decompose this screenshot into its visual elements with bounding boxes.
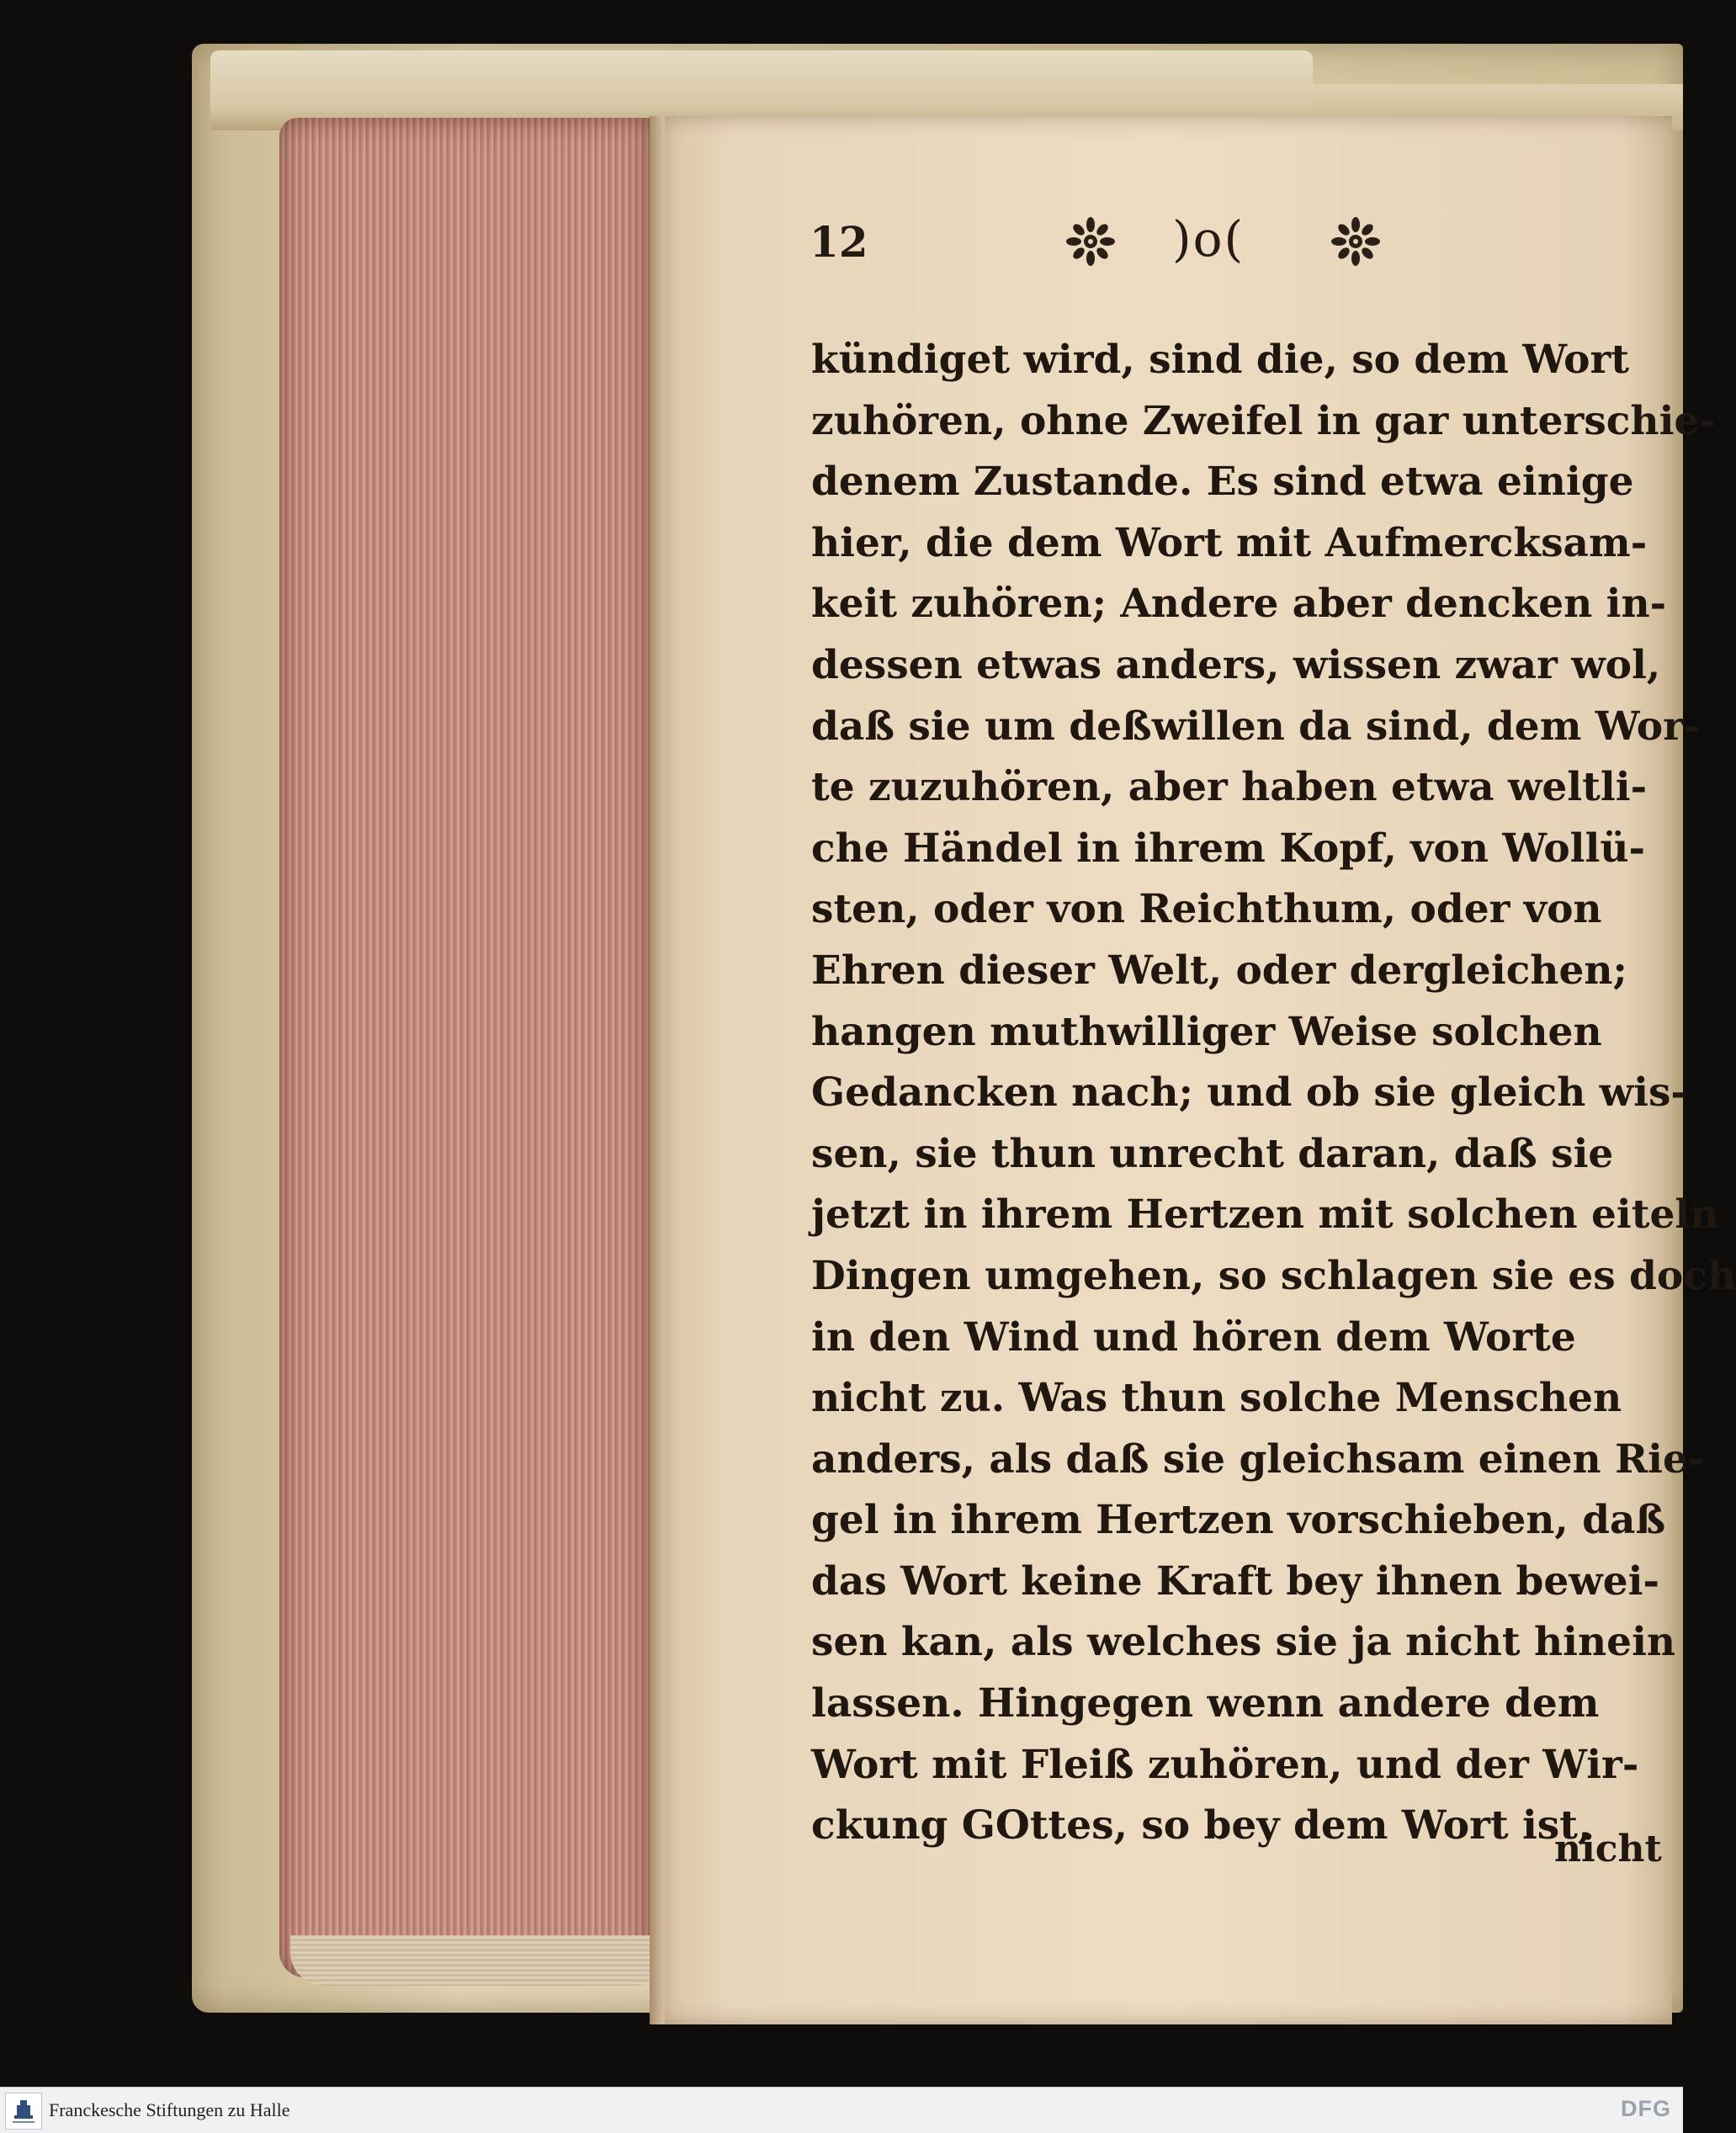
text-line: Gedancken nach; und ob sie gleich wis- <box>811 1069 1687 1117</box>
text-line: gel in ihrem Hertzen vorschieben, daß <box>811 1497 1666 1544</box>
text-line: keit zuhören; Andere aber dencken in- <box>811 581 1667 628</box>
text-line: Dingen umgehen, so schlagen sie es doch <box>811 1252 1736 1299</box>
header-mark: )o( <box>1172 210 1245 268</box>
text-line: hier, die dem Wort mit Aufmercksam- <box>811 519 1648 566</box>
text-line: lassen. Hingegen wenn andere dem <box>811 1680 1600 1727</box>
footer-bar <box>0 2087 1683 2133</box>
rosette-icon <box>1066 217 1115 266</box>
text-line: hangen muthwilliger Weise solchen <box>811 1008 1602 1055</box>
text-line: ckung GOttes, so bey dem Wort ist, <box>811 1802 1592 1849</box>
text-line: kündiget wird, sind die, so dem Wort <box>811 337 1629 383</box>
text-line: sten, oder von Reichthum, oder von <box>811 886 1602 933</box>
text-line: denem Zustande. Es sind etwa einige <box>811 459 1634 506</box>
text-line: dessen etwas anders, wissen zwar wol, <box>811 641 1661 688</box>
text-line: zuhören, ohne Zweifel in gar unterschie- <box>811 397 1716 444</box>
catchword: nicht <box>1554 1828 1662 1870</box>
text-line: das Wort keine Kraft bey ihnen bewei- <box>811 1557 1659 1605</box>
text-line: te zuzuhören, aber haben etwa weltli- <box>811 764 1648 811</box>
dfg-logo: DFG <box>1621 2096 1671 2121</box>
text-line: sen kan, als welches sie ja nicht hinein <box>811 1619 1676 1666</box>
institution-logo-icon[interactable] <box>5 2093 42 2130</box>
text-line: jetzt in ihrem Hertzen mit solchen eiteln <box>811 1191 1719 1239</box>
text-line: Ehren dieser Welt, oder dergleichen; <box>811 947 1627 994</box>
page-bottom-edge <box>290 1935 661 1986</box>
text-line: anders, als daß sie gleichsam einen Rie- <box>811 1435 1705 1483</box>
rosette-icon <box>1331 217 1380 266</box>
institution-name[interactable]: Franckesche Stiftungen zu Halle <box>49 2099 290 2120</box>
page-body-text <box>811 330 1736 1857</box>
text-line: sen, sie thun unrecht daran, daß sie <box>811 1130 1614 1177</box>
text-line: in den Wind und hören dem Worte <box>811 1313 1576 1361</box>
page-gutter <box>650 116 665 2024</box>
text-line: daß sie um deßwillen da sind, dem Wor- <box>811 703 1701 750</box>
page-number: 12 <box>810 217 868 267</box>
text-line: Wort mit Fleiß zuhören, und der Wir- <box>811 1741 1639 1788</box>
text-line: che Händel in ihrem Kopf, von Wollü- <box>811 825 1646 872</box>
page-fore-edge <box>279 118 650 1977</box>
text-line: nicht zu. Was thun solche Menschen <box>811 1375 1622 1422</box>
